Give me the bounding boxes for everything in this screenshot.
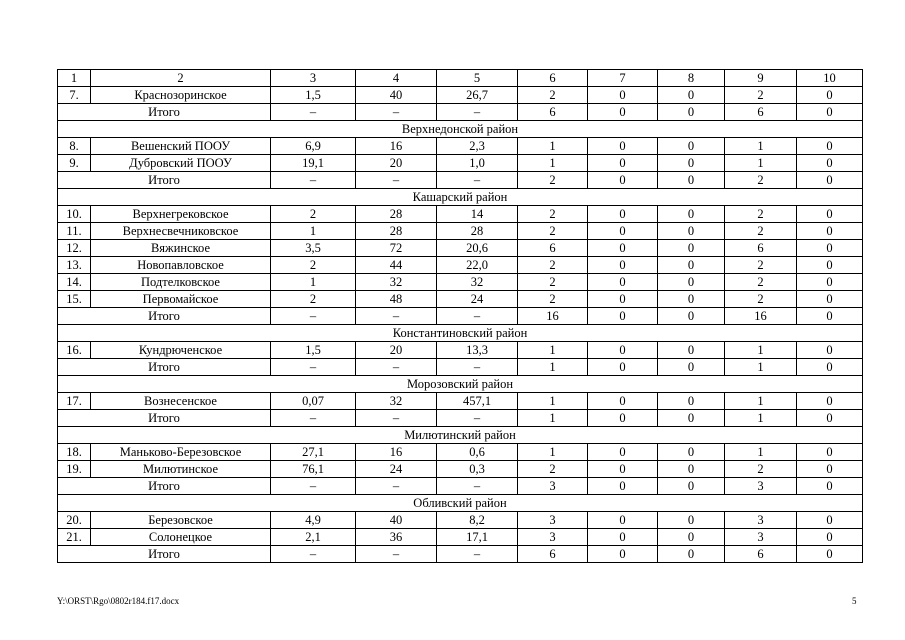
table-cell: 6	[518, 546, 588, 563]
table-cell: 0	[797, 478, 863, 495]
section-row	[58, 325, 863, 342]
table-cell: –	[437, 410, 518, 427]
row-number: 14.	[58, 274, 91, 291]
total-label: Итого	[58, 359, 271, 376]
table-cell: 0	[588, 512, 658, 529]
table-cell: 3	[725, 529, 797, 546]
table-cell: 0	[658, 444, 725, 461]
table-cell: 0	[797, 359, 863, 376]
table-cell: 0	[658, 104, 725, 121]
table-cell: –	[437, 172, 518, 189]
table-cell: 13,3	[437, 342, 518, 359]
table-cell: 76,1	[271, 461, 356, 478]
table-cell: 16	[725, 308, 797, 325]
table-cell: 2	[271, 206, 356, 223]
table-cell: 16	[518, 308, 588, 325]
table-cell: 0	[658, 291, 725, 308]
header-cell: 7	[588, 70, 658, 87]
table-cell: 0	[658, 87, 725, 104]
table-cell: 1,5	[271, 342, 356, 359]
section-row	[58, 189, 863, 206]
table-cell: 2	[725, 87, 797, 104]
table-cell: 6	[725, 240, 797, 257]
table-row	[58, 342, 863, 359]
table-cell: 28	[437, 223, 518, 240]
table-cell: 0	[797, 206, 863, 223]
table-cell: 0	[658, 257, 725, 274]
table-cell: 28	[356, 206, 437, 223]
table-cell: 44	[356, 257, 437, 274]
section-row	[58, 495, 863, 512]
total-label: Итого	[58, 104, 271, 121]
table-cell: 0,6	[437, 444, 518, 461]
table-cell: –	[437, 308, 518, 325]
table-cell: –	[271, 359, 356, 376]
table-row	[58, 461, 863, 478]
section-title: Константиновский район	[58, 325, 863, 342]
table-cell: 0	[588, 546, 658, 563]
table-cell: 0	[588, 444, 658, 461]
table-cell: 0	[658, 529, 725, 546]
table-row	[58, 206, 863, 223]
table-cell: 2	[518, 291, 588, 308]
table-cell: 32	[437, 274, 518, 291]
table-cell: 0	[588, 393, 658, 410]
table-cell: 0	[658, 512, 725, 529]
table-row	[58, 529, 863, 546]
table-cell: 0	[588, 257, 658, 274]
table-row	[58, 393, 863, 410]
table-cell: 0	[588, 155, 658, 172]
table-cell: 3,5	[271, 240, 356, 257]
header-cell: 3	[271, 70, 356, 87]
table-cell: 0	[797, 104, 863, 121]
table-cell: –	[271, 410, 356, 427]
table-cell: 1,5	[271, 87, 356, 104]
row-number: 16.	[58, 342, 91, 359]
table-cell: 0	[797, 257, 863, 274]
table-cell: 2	[518, 87, 588, 104]
total-row	[58, 546, 863, 563]
table-cell: 0	[658, 478, 725, 495]
total-row	[58, 308, 863, 325]
table-cell: 1	[725, 410, 797, 427]
table-cell: 0	[658, 240, 725, 257]
total-row	[58, 410, 863, 427]
table-cell: 1	[518, 155, 588, 172]
table-cell: 2	[518, 172, 588, 189]
table-cell: 0	[797, 512, 863, 529]
table-cell: 20,6	[437, 240, 518, 257]
table-cell: –	[437, 359, 518, 376]
row-number: 21.	[58, 529, 91, 546]
table-cell: 0	[588, 223, 658, 240]
total-label: Итого	[58, 478, 271, 495]
table-cell: 28	[356, 223, 437, 240]
table-cell: –	[271, 104, 356, 121]
table-cell: 36	[356, 529, 437, 546]
section-row	[58, 121, 863, 138]
table-cell: 0	[658, 155, 725, 172]
table-cell: 1	[518, 444, 588, 461]
table-cell: 457,1	[437, 393, 518, 410]
table-cell: –	[437, 478, 518, 495]
table-cell: 24	[356, 461, 437, 478]
table-cell: –	[356, 104, 437, 121]
table-cell: 2	[518, 274, 588, 291]
table-cell: 22,0	[437, 257, 518, 274]
total-row	[58, 172, 863, 189]
table-cell: 0	[658, 359, 725, 376]
settlement-name: Верхнегрековское	[91, 206, 271, 223]
table-cell: 0	[588, 240, 658, 257]
table-cell: 1	[725, 138, 797, 155]
table-cell: 0	[588, 206, 658, 223]
total-row	[58, 104, 863, 121]
row-number: 17.	[58, 393, 91, 410]
table-cell: 0	[797, 393, 863, 410]
table-cell: –	[356, 410, 437, 427]
settlement-name: Березовское	[91, 512, 271, 529]
table-cell: 2	[271, 257, 356, 274]
total-row	[58, 359, 863, 376]
section-title: Верхнедонской район	[58, 121, 863, 138]
footer-file-path: Y:\ORST\Rgo\0802r184.f17.docx	[57, 596, 180, 606]
table-cell: 0	[797, 240, 863, 257]
table-cell: 0	[797, 410, 863, 427]
table-row	[58, 155, 863, 172]
table-cell: 2,3	[437, 138, 518, 155]
table-cell: 0	[588, 359, 658, 376]
total-label: Итого	[58, 546, 271, 563]
table-cell: 1	[725, 155, 797, 172]
table-cell: 0	[658, 206, 725, 223]
table-cell: 26,7	[437, 87, 518, 104]
settlement-name: Дубровский ПООУ	[91, 155, 271, 172]
section-title: Милютинский район	[58, 427, 863, 444]
table-cell: 6	[725, 546, 797, 563]
table-cell: 0	[658, 172, 725, 189]
table-cell: 0	[658, 546, 725, 563]
table-cell: –	[437, 546, 518, 563]
table-cell: 0	[797, 546, 863, 563]
table-cell: 4,9	[271, 512, 356, 529]
row-number: 15.	[58, 291, 91, 308]
table-cell: 20	[356, 342, 437, 359]
settlement-name: Первомайское	[91, 291, 271, 308]
row-number: 12.	[58, 240, 91, 257]
page-number: 5	[852, 596, 857, 606]
settlement-name: Вознесенское	[91, 393, 271, 410]
table-cell: 19,1	[271, 155, 356, 172]
table-row	[58, 274, 863, 291]
settlement-name: Вешенский ПООУ	[91, 138, 271, 155]
settlement-name: Кундрюченское	[91, 342, 271, 359]
table-cell: 0	[797, 87, 863, 104]
total-label: Итого	[58, 410, 271, 427]
table-cell: 1	[518, 138, 588, 155]
table-cell: 16	[356, 138, 437, 155]
table-cell: –	[437, 104, 518, 121]
total-label: Итого	[58, 308, 271, 325]
table-cell: 24	[437, 291, 518, 308]
table-cell: 1	[271, 223, 356, 240]
settlement-name: Подтелковское	[91, 274, 271, 291]
table-cell: 0	[658, 223, 725, 240]
header-cell: 2	[91, 70, 271, 87]
table-cell: 1	[725, 359, 797, 376]
table-cell: 6	[725, 104, 797, 121]
table-cell: 0	[588, 104, 658, 121]
table-cell: 2	[271, 291, 356, 308]
table-cell: –	[356, 478, 437, 495]
header-cell: 10	[797, 70, 863, 87]
settlement-name: Верхнесвечниковское	[91, 223, 271, 240]
table-cell: 0,07	[271, 393, 356, 410]
table-cell: 0	[797, 223, 863, 240]
table-cell: –	[271, 478, 356, 495]
row-number: 13.	[58, 257, 91, 274]
table-cell: 40	[356, 512, 437, 529]
table-cell: 3	[518, 478, 588, 495]
table-cell: 0	[797, 342, 863, 359]
table-cell: 1	[518, 342, 588, 359]
table-cell: 20	[356, 155, 437, 172]
table-cell: 2	[518, 461, 588, 478]
table-cell: 0	[797, 155, 863, 172]
table-cell: 3	[518, 529, 588, 546]
table-cell: 0	[588, 87, 658, 104]
table-cell: 0	[588, 461, 658, 478]
table-row	[58, 291, 863, 308]
table-cell: 2	[725, 172, 797, 189]
table-cell: 3	[725, 478, 797, 495]
table-row	[58, 257, 863, 274]
header-cell: 9	[725, 70, 797, 87]
table-cell: 1	[725, 342, 797, 359]
settlement-name: Милютинское	[91, 461, 271, 478]
table-cell: 0	[588, 342, 658, 359]
row-number: 7.	[58, 87, 91, 104]
table-cell: 1	[518, 410, 588, 427]
section-title: Обливский район	[58, 495, 863, 512]
table-cell: –	[271, 172, 356, 189]
table-cell: 0	[588, 410, 658, 427]
table-cell: 2	[725, 461, 797, 478]
table-cell: 27,1	[271, 444, 356, 461]
table-cell: 1	[518, 359, 588, 376]
table-cell: 8,2	[437, 512, 518, 529]
table-row	[58, 240, 863, 257]
table-cell: 16	[356, 444, 437, 461]
table-cell: 0	[797, 444, 863, 461]
table-cell: 72	[356, 240, 437, 257]
table-cell: 0	[658, 393, 725, 410]
settlement-name: Новопавловское	[91, 257, 271, 274]
data-table	[57, 69, 863, 563]
table-cell: 2	[725, 274, 797, 291]
table-cell: 32	[356, 274, 437, 291]
table-cell: 0	[588, 291, 658, 308]
table-cell: 2	[725, 257, 797, 274]
row-number: 9.	[58, 155, 91, 172]
header-cell: 4	[356, 70, 437, 87]
table-cell: –	[356, 308, 437, 325]
section-row	[58, 376, 863, 393]
table-cell: 32	[356, 393, 437, 410]
table-cell: 0	[658, 461, 725, 478]
table-cell: 14	[437, 206, 518, 223]
table-cell: 2	[518, 206, 588, 223]
table-cell: 0	[588, 138, 658, 155]
table-cell: 0	[797, 138, 863, 155]
settlement-name: Маньково-Березовское	[91, 444, 271, 461]
table-cell: 2	[518, 257, 588, 274]
table-row	[58, 444, 863, 461]
table-cell: 0,3	[437, 461, 518, 478]
row-number: 10.	[58, 206, 91, 223]
table-cell: 0	[588, 172, 658, 189]
settlement-name: Краснозоринское	[91, 87, 271, 104]
table-cell: 1	[518, 393, 588, 410]
table-row	[58, 138, 863, 155]
table-cell: 0	[797, 308, 863, 325]
table-cell: 6,9	[271, 138, 356, 155]
table-cell: 0	[797, 529, 863, 546]
settlement-name: Солонецкое	[91, 529, 271, 546]
row-number: 20.	[58, 512, 91, 529]
header-cell: 5	[437, 70, 518, 87]
table-cell: 0	[588, 529, 658, 546]
table-cell: 0	[588, 478, 658, 495]
table-cell: –	[356, 359, 437, 376]
header-cell: 1	[58, 70, 91, 87]
table-cell: 1,0	[437, 155, 518, 172]
table-cell: 3	[725, 512, 797, 529]
table-cell: 0	[797, 172, 863, 189]
header-cell: 8	[658, 70, 725, 87]
table-cell: 0	[797, 274, 863, 291]
table-row	[58, 87, 863, 104]
table-cell: 1	[725, 393, 797, 410]
section-row	[58, 427, 863, 444]
section-title: Кашарский район	[58, 189, 863, 206]
row-number: 8.	[58, 138, 91, 155]
table-cell: 0	[658, 274, 725, 291]
table-cell: 2	[725, 291, 797, 308]
table-row	[58, 223, 863, 240]
row-number: 18.	[58, 444, 91, 461]
table-cell: 0	[588, 308, 658, 325]
table-cell: 0	[658, 308, 725, 325]
table-cell: –	[271, 546, 356, 563]
row-number: 11.	[58, 223, 91, 240]
table-cell: 0	[797, 461, 863, 478]
table-cell: 6	[518, 104, 588, 121]
section-title: Морозовский район	[58, 376, 863, 393]
table-cell: 2	[725, 206, 797, 223]
table-cell: 40	[356, 87, 437, 104]
total-label: Итого	[58, 172, 271, 189]
table-cell: –	[356, 546, 437, 563]
table-cell: 0	[658, 342, 725, 359]
table-body	[58, 70, 863, 563]
header-row	[58, 70, 863, 87]
table-cell: 17,1	[437, 529, 518, 546]
settlement-name: Вяжинское	[91, 240, 271, 257]
table-cell: 0	[658, 410, 725, 427]
table-cell: 2	[518, 223, 588, 240]
table-row	[58, 512, 863, 529]
table-cell: 48	[356, 291, 437, 308]
table-cell: 0	[658, 138, 725, 155]
table-cell: 1	[725, 444, 797, 461]
table-cell: 1	[271, 274, 356, 291]
table-cell: 2	[725, 223, 797, 240]
row-number: 19.	[58, 461, 91, 478]
table-cell: 2,1	[271, 529, 356, 546]
table-cell: –	[356, 172, 437, 189]
total-row	[58, 478, 863, 495]
table-cell: 0	[797, 291, 863, 308]
table-cell: 0	[588, 274, 658, 291]
table-cell: –	[271, 308, 356, 325]
table-cell: 3	[518, 512, 588, 529]
table-cell: 6	[518, 240, 588, 257]
header-cell: 6	[518, 70, 588, 87]
